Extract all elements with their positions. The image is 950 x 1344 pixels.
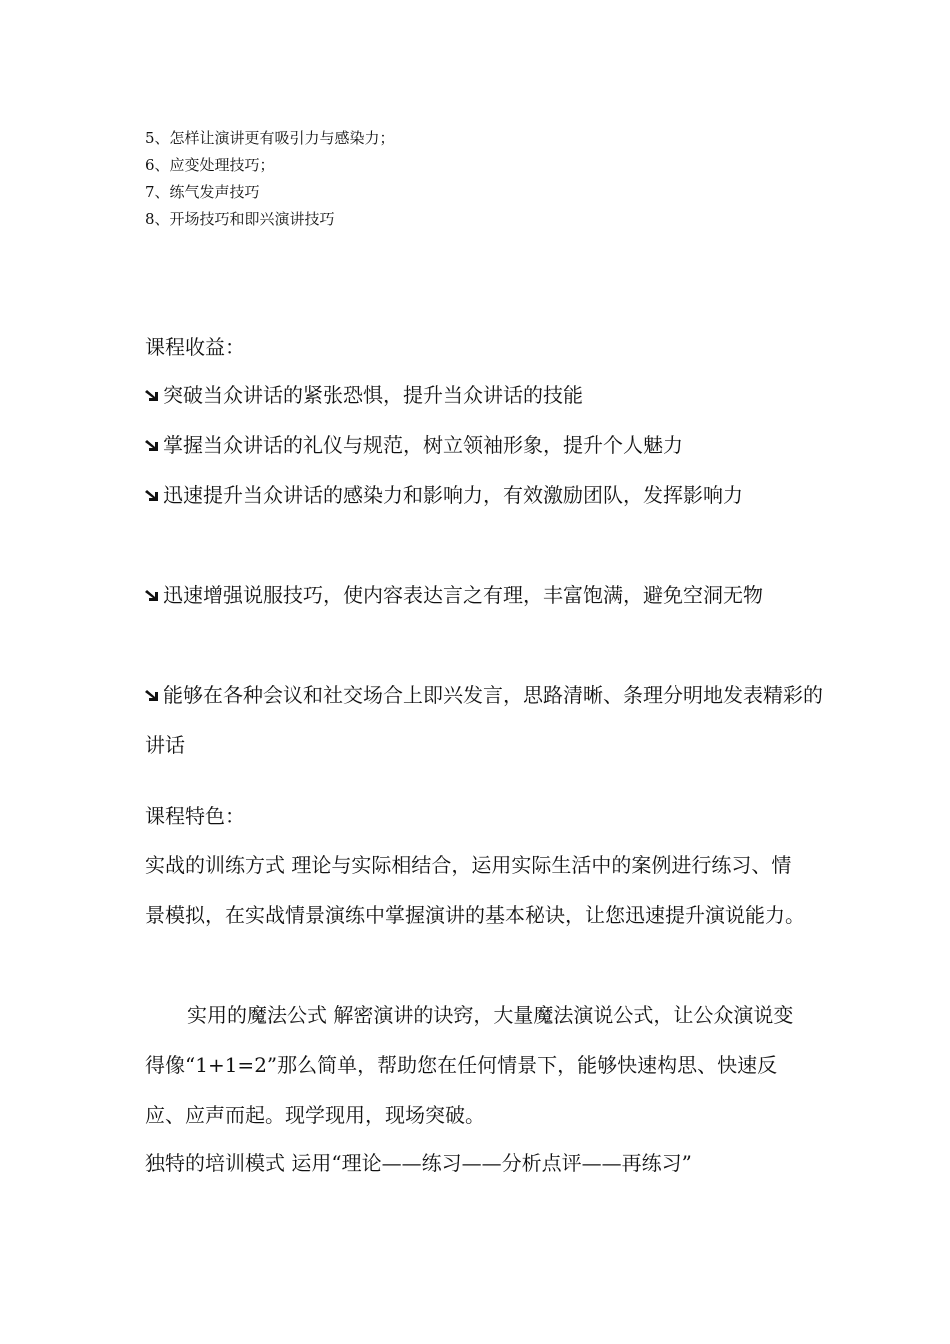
benefit-item [145, 420, 825, 470]
feature-paragraph: 实用的魔法公式 解密演讲的诀窍，大量魔法演说公式，让公众演说变得像“1+1=2”那么简单，帮助您在任何情景下，能够快速构思、快速反应、应声而起。现学现用，现场突破。 [145, 1003, 794, 1127]
benefit-text: 迅速提升当众讲话的感染力和影响力，有效激励团队，发挥影响力 [163, 483, 743, 507]
benefit-text: 迅速增强说服技巧，使内容表达言之有理，丰富饱满，避免空洞无物 [163, 583, 763, 607]
arrow-down-right-icon [145, 584, 161, 604]
outline-list [145, 125, 395, 233]
arrow-down-right-icon [145, 684, 161, 704]
benefit-text: 掌握当众讲话的礼仪与规范，树立领袖形象，提升个人魅力 [163, 433, 683, 457]
benefit-item [145, 470, 825, 520]
outline-item: 6、应变处理技巧； [145, 156, 275, 174]
arrow-down-right-icon [145, 384, 161, 404]
benefit-text: 突破当众讲话的紧张恐惧，提升当众讲话的技能 [163, 383, 583, 407]
outline-item: 8、开场技巧和即兴演讲技巧 [145, 210, 335, 228]
benefit-text: 能够在各种会议和社交场合上即兴发言，思路清晰、条理分明地发表精彩的讲话 [145, 683, 823, 757]
feature-paragraph: 实战的训练方式 理论与实际相结合，运用实际生活中的案例进行练习、情景模拟，在实战情景演练中掌握演讲的基本秘诀，让您迅速提升演说能力。 [145, 853, 805, 927]
outline-item: 5、怎样让演讲更有吸引力与感染力； [145, 129, 395, 147]
arrow-down-right-icon [145, 484, 161, 504]
features-heading: 课程特色： [145, 804, 245, 828]
benefit-item [145, 570, 825, 620]
feature-paragraph: 独特的培训模式 运用“理论——练习——分析点评——再练习” [145, 1151, 692, 1175]
arrow-down-right-icon [145, 434, 161, 454]
outline-item: 7、练气发声技巧 [145, 183, 260, 201]
benefit-item [145, 670, 825, 770]
benefits-heading: 课程收益： [145, 335, 245, 359]
benefit-item [145, 370, 825, 420]
